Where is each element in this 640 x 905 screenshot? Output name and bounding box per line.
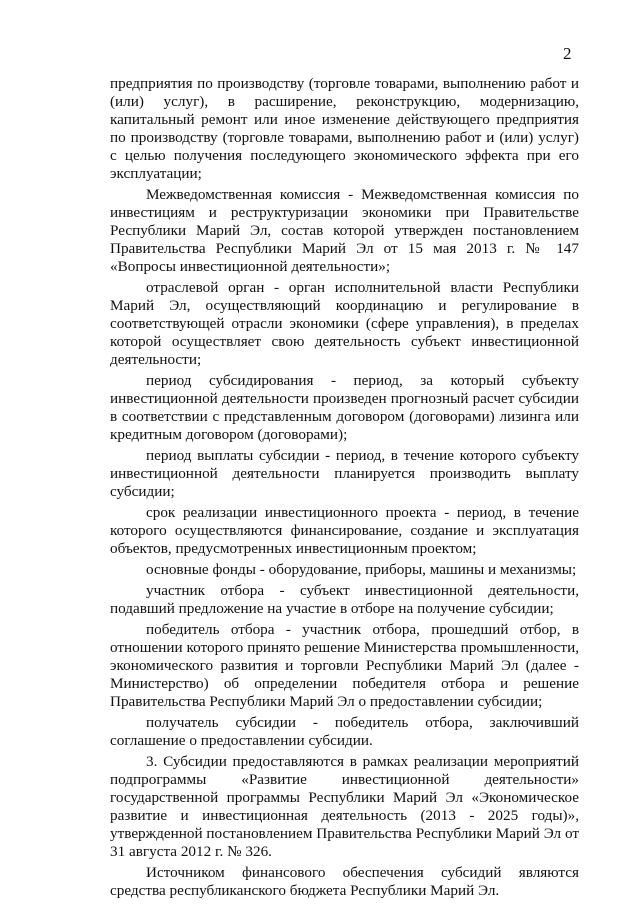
paragraph-definition-winner: победитель отбора - участник отбора, прошедший отбор, в отношении которого принято решение Министерства промышленности, экономического развития и торговли Республики Марий Эл (далее - Министерство) об определении победителя отбора и решение Правительства Республики Марий Эл о предоставлении субсидии; bbox=[110, 621, 579, 710]
page-number: 2 bbox=[563, 44, 572, 63]
paragraph-definition-recipient: получатель субсидии - победитель отбора, заключивший соглашение о предоставлении субсидии. bbox=[110, 714, 579, 749]
paragraph-definition-participant: участник отбора - субъект инвестиционной деятельности, подавший предложение на участие в отборе на получение субсидии; bbox=[110, 582, 579, 617]
paragraph-definition-project-term: срок реализации инвестиционного проекта - период, в течение которого осуществляются финансирование, создание и эксплуатация объектов, предусмотренных инвестиционным проектом; bbox=[110, 504, 579, 557]
paragraph-definition-payment-period: период выплаты субсидии - период, в течение которого субъекту инвестиционной деятельности планируется производить выплату субсидии; bbox=[110, 447, 579, 500]
paragraph-funding-source: Источником финансового обеспечения субсидий являются средства республиканского бюджета Республики Марий Эл. bbox=[110, 864, 579, 899]
paragraph-definition-subsidy-period: период субсидирования - период, за который субъекту инвестиционной деятельности произведен прогнозный расчет субсидии в соответствии с представленным договором (договорами) лизинга или кредитным договором (договорами); bbox=[110, 372, 579, 443]
paragraph-definition-sector-body: отраслевой орган - орган исполнительной власти Республики Марий Эл, осуществляющий координацию и регулирование в соответствующей отрасли экономики (сфере управления), в пределах которой осуществляет свою деятельность субъект инвестиционной деятельности; bbox=[110, 279, 579, 368]
body-text bbox=[110, 75, 579, 903]
paragraph-definition-commission: Межведомственная комиссия - Межведомственная комиссия по инвестициям и реструктуризации экономики при Правительстве Республики Марий Эл, состав которой утвержден постановлением Правительства Республики Марий Эл от 15 мая 2013 г. № 147 «Вопросы инвестиционной деятельности»; bbox=[110, 186, 579, 275]
paragraph-continuation: предприятия по производству (торговле товарами, выполнению работ и (или) услуг), в расширение, реконструкцию, модернизацию, капитальный ремонт или иное изменение действующего предприятия по производству (торговле товарами, выполнению работ и (или) услуг) с целью получения последующего экономического эффекта при его эксплуатации; bbox=[110, 75, 579, 182]
paragraph-section-3: 3. Субсидии предоставляются в рамках реализации мероприятий подпрограммы «Развитие инвестиционной деятельности» государственной программы Республики Марий Эл «Экономическое развитие и инвестиционная деятельность (2013 - 2025 годы)», утвержденной постановлением Правительства Республики Марий Эл от 31 августа 2012 г. № 326. bbox=[110, 753, 579, 860]
paragraph-definition-fixed-assets: основные фонды - оборудование, приборы, машины и механизмы; bbox=[146, 561, 577, 578]
